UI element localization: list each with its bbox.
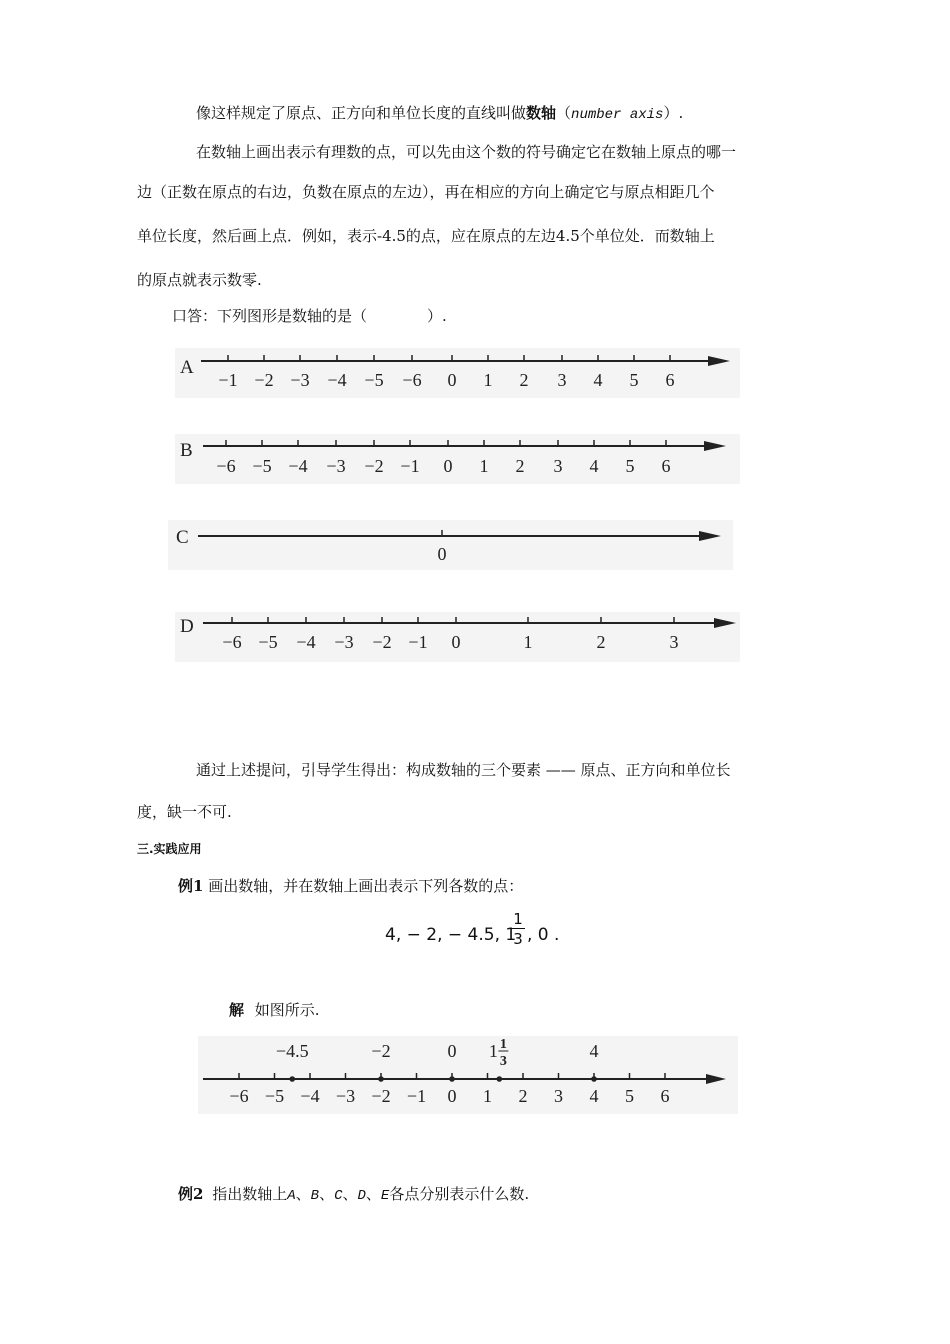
- option-b-tick-label: −2: [364, 456, 384, 476]
- term-english: number axis: [571, 107, 664, 123]
- point-c-letter: C: [334, 1188, 343, 1204]
- example-1: [178, 876, 523, 896]
- point-marker: [378, 1076, 384, 1082]
- option-d-tick-label: 3: [669, 632, 679, 652]
- solution-text: 如图所示.: [254, 1001, 320, 1019]
- example-1-tick-label: 4: [589, 1086, 599, 1106]
- example-1-tick-label: −5: [264, 1086, 285, 1106]
- option-d-tick-label: 1: [523, 632, 533, 652]
- point-e-letter: E: [380, 1188, 390, 1204]
- para-2-line-1: 在数轴上画出表示有理数的点，可以先由这个数的符号确定它在数轴上原点的哪一: [196, 143, 737, 161]
- option-b-tick-label: 4: [589, 456, 599, 476]
- expr-frac-num: 1: [513, 910, 523, 928]
- option-a-tick-label: 5: [629, 370, 639, 390]
- example-1-tick-label: −1: [406, 1086, 427, 1106]
- option-d-tick-label: −2: [372, 632, 392, 652]
- option-b-tick-label: −4: [288, 456, 308, 476]
- option-c-label: C: [176, 527, 189, 548]
- example-1-tick-label: −3: [335, 1086, 356, 1106]
- option-b-tick-label: −5: [252, 456, 272, 476]
- option-a-tick-label: −4: [327, 370, 347, 390]
- example-1-tick-label: −6: [229, 1086, 249, 1106]
- point-frac-den: 3: [499, 1054, 507, 1069]
- option-a-figure: [175, 348, 740, 398]
- option-a-tick-label: 6: [665, 370, 675, 390]
- expr-tail: , 0 .: [527, 925, 560, 945]
- option-b-tick-label: 5: [625, 456, 635, 476]
- option-b-tick-label: 1: [479, 456, 489, 476]
- option-d-tick-label: −6: [222, 632, 242, 652]
- expr-frac-den: 3: [513, 930, 523, 948]
- example-1-tick-label: 0: [447, 1086, 457, 1106]
- option-b-figure: [175, 434, 740, 484]
- option-a-tick-label: −6: [402, 370, 422, 390]
- example-2-text-2: 各点分别表示什么数.: [389, 1185, 530, 1203]
- option-a-tick-label: 1: [483, 370, 493, 390]
- point-marker: [497, 1076, 503, 1082]
- expr-list: 4, − 2, − 4.5, 1: [385, 925, 517, 945]
- option-d-tick-label: −4: [296, 632, 316, 652]
- point-label: −4.5: [275, 1041, 309, 1061]
- option-a-tick-label: 2: [519, 370, 529, 390]
- sep-4: 、: [365, 1185, 381, 1203]
- option-d-label: D: [180, 616, 194, 637]
- option-d-tick-label: 0: [451, 632, 461, 652]
- example-1-tick-label: 2: [518, 1086, 528, 1106]
- para-3-line-2: 度，缺一不可.: [137, 803, 232, 821]
- option-a-label: A: [180, 357, 194, 378]
- option-b-tick-label: 2: [515, 456, 525, 476]
- point-d-letter: D: [357, 1188, 366, 1204]
- option-d-tick-label: 2: [596, 632, 606, 652]
- example-1-tick-label: 5: [625, 1086, 634, 1106]
- section-heading: 三.实践应用: [137, 842, 202, 856]
- sep-1: 、: [295, 1185, 311, 1203]
- sep-3: 、: [342, 1185, 358, 1203]
- option-a-tick-label: −3: [290, 370, 310, 390]
- example-1-label: 例1: [178, 877, 204, 895]
- paren-close: ）.: [663, 104, 684, 122]
- example-1-axis: [198, 1036, 738, 1114]
- example-1-tick-label: 1: [483, 1086, 492, 1106]
- example-1-tick-label: 3: [554, 1086, 563, 1106]
- example-2-text-1: 指出数轴上: [212, 1185, 288, 1203]
- option-b-tick-label: 0: [443, 456, 453, 476]
- solution: [229, 1000, 320, 1020]
- point-marker: [289, 1076, 295, 1082]
- option-a-tick-label: 0: [447, 370, 457, 390]
- example-1-tick-label: −2: [371, 1086, 391, 1106]
- example-1-tick-label: −4: [300, 1086, 320, 1106]
- option-d-tick-label: −3: [334, 632, 354, 652]
- para-2-line-2: 边（正数在原点的右边，负数在原点的左边），再在相应的方向上确定它与原点相距几个: [137, 183, 715, 201]
- option-a-tick-label: 3: [557, 370, 567, 390]
- question: 口答：下列图形是数轴的是（ ）.: [172, 307, 447, 325]
- example-2-label: 例2: [178, 1185, 204, 1203]
- option-b-tick-label: −6: [216, 456, 236, 476]
- option-d-tick-label: −1: [408, 632, 428, 652]
- paren-open: （: [556, 104, 572, 122]
- example-1-tick-label: 6: [660, 1086, 670, 1106]
- para-2-line-4: 的原点就表示数零.: [137, 271, 262, 289]
- option-a-tick-label: −2: [254, 370, 274, 390]
- sep-2: 、: [319, 1185, 335, 1203]
- point-label: 0: [447, 1041, 457, 1061]
- para-2-line-3: 单位长度，然后画上点．例如，表示-4.5的点，应在原点的左边4.5个单位处．而数轴上: [137, 227, 715, 245]
- option-c-figure: [168, 520, 733, 570]
- point-label: 4: [589, 1041, 599, 1061]
- para-1-text: 像这样规定了原点、正方向和单位长度的直线叫做: [196, 104, 527, 122]
- solution-label: 解: [229, 1001, 245, 1019]
- point-marker: [591, 1076, 597, 1082]
- option-d-figure: [175, 612, 740, 662]
- option-d-tick-label: −5: [258, 632, 278, 652]
- option-a-tick-label: −5: [364, 370, 384, 390]
- term-number-axis: 数轴: [526, 104, 557, 122]
- point-label: −2: [371, 1041, 391, 1061]
- option-b-label: B: [180, 440, 193, 461]
- point-frac-num: 1: [499, 1037, 507, 1052]
- example-1-text: 画出数轴，并在数轴上画出表示下列各数的点：: [208, 877, 524, 895]
- point-marker: [449, 1076, 455, 1082]
- point-a-letter: A: [287, 1188, 296, 1204]
- option-b-tick-label: 3: [553, 456, 563, 476]
- example-2: [178, 1184, 529, 1206]
- option-b-tick-label: −1: [400, 456, 420, 476]
- option-a-tick-label: 4: [593, 370, 603, 390]
- option-b-tick-label: 6: [661, 456, 671, 476]
- expr-fraction: [511, 910, 525, 949]
- option-b-tick-label: −3: [326, 456, 346, 476]
- option-a-tick-label: −1: [218, 370, 238, 390]
- point-label: 1: [488, 1041, 498, 1061]
- point-b-letter: B: [310, 1188, 320, 1204]
- para-3-line-1: 通过上述提问，引导学生得出：构成数轴的三个要素 —— 原点、正方向和单位长: [196, 761, 731, 779]
- option-c-tick-label: 0: [437, 544, 447, 564]
